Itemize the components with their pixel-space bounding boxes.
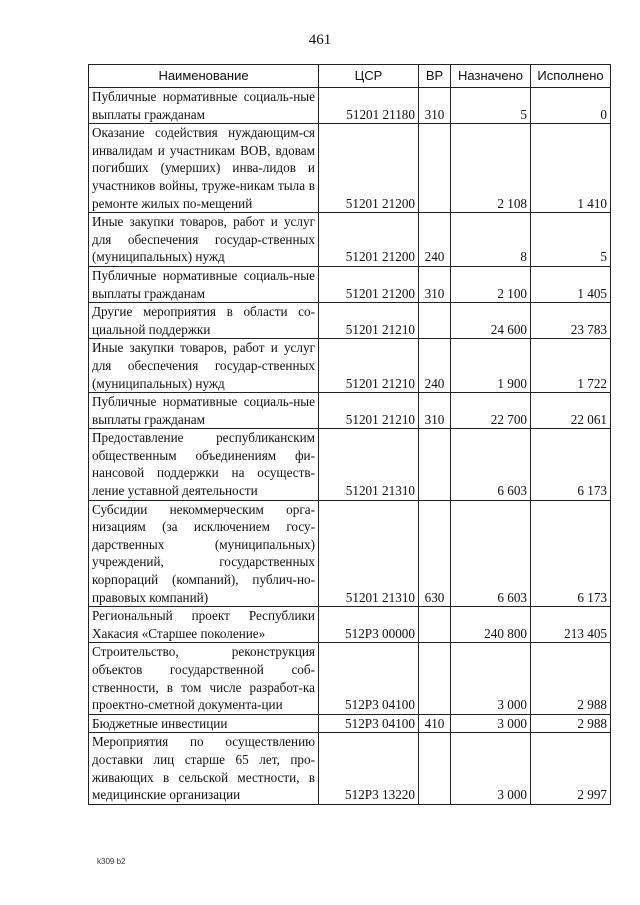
row-assigned: 240 800 <box>451 607 531 643</box>
row-name: Региональный проект Республики Хакасия «Старшее поколение» <box>89 607 319 643</box>
row-vr <box>419 607 451 643</box>
table-row <box>89 733 611 804</box>
table-row <box>89 500 611 607</box>
row-vr: 410 <box>419 714 451 733</box>
header-csr: ЦСР <box>319 65 419 88</box>
row-csr: 51201 21310 <box>319 500 419 607</box>
row-name: Другие мероприятия в области со-циальной поддержки <box>89 303 319 339</box>
row-csr: 51201 21210 <box>319 393 419 429</box>
row-vr <box>419 124 451 213</box>
row-csr: 51201 21210 <box>319 303 419 339</box>
row-executed: 22 061 <box>531 393 611 429</box>
row-name: Иные закупки товаров, работ и услуг для обеспечения государ-ственных (муниципальных) нужд <box>89 213 319 267</box>
row-vr <box>419 303 451 339</box>
row-assigned: 3 000 <box>451 714 531 733</box>
table-row <box>89 88 611 124</box>
row-csr: 51201 21200 <box>319 124 419 213</box>
row-executed: 2 988 <box>531 714 611 733</box>
row-executed: 0 <box>531 88 611 124</box>
row-vr: 310 <box>419 88 451 124</box>
header-executed: Исполнено <box>531 65 611 88</box>
row-executed: 1 410 <box>531 124 611 213</box>
row-executed: 2 988 <box>531 643 611 714</box>
row-assigned: 6 603 <box>451 429 531 500</box>
row-assigned: 3 000 <box>451 643 531 714</box>
row-csr: 512Р3 04100 <box>319 714 419 733</box>
table-row <box>89 339 611 393</box>
row-assigned: 6 603 <box>451 500 531 607</box>
row-executed: 6 173 <box>531 500 611 607</box>
row-csr: 512Р3 04100 <box>319 643 419 714</box>
table-row <box>89 266 611 302</box>
row-name: Иные закупки товаров, работ и услуг для обеспечения государ-ственных (муниципальных) нужд <box>89 339 319 393</box>
row-assigned: 3 000 <box>451 733 531 804</box>
table-row <box>89 213 611 267</box>
row-csr: 51201 21210 <box>319 339 419 393</box>
header-vr: ВР <box>419 65 451 88</box>
table-row <box>89 607 611 643</box>
row-csr: 51201 21310 <box>319 429 419 500</box>
table-row <box>89 643 611 714</box>
row-executed: 213 405 <box>531 607 611 643</box>
table-row <box>89 393 611 429</box>
row-csr: 51201 21200 <box>319 213 419 267</box>
row-csr: 51201 21180 <box>319 88 419 124</box>
row-name: Предоставление республиканским общественным объединениям фи-нансовой поддержки на осуществ-ление уставной деятельности <box>89 429 319 500</box>
table-row <box>89 124 611 213</box>
row-executed: 2 997 <box>531 733 611 804</box>
row-name: Субсидии некоммерческим орга-низациям (за исключением госу-дарственных (муниципальных) учреждений, государственных корпораций (компаний), публич-но-правовых компаний) <box>89 500 319 607</box>
budget-execution-table <box>88 64 611 805</box>
row-assigned: 8 <box>451 213 531 267</box>
table-row <box>89 714 611 733</box>
budget-table-container <box>88 64 610 805</box>
row-assigned: 1 900 <box>451 339 531 393</box>
page-number: 461 <box>308 32 332 48</box>
row-executed: 6 173 <box>531 429 611 500</box>
row-name: Мероприятия по осуществлению доставки лиц старше 65 лет, про-живающих в сельской местности, в медицинские организации <box>89 733 319 804</box>
row-executed: 1 405 <box>531 266 611 302</box>
table-row <box>89 429 611 500</box>
row-executed: 5 <box>531 213 611 267</box>
row-assigned: 2 100 <box>451 266 531 302</box>
row-vr: 240 <box>419 339 451 393</box>
row-name: Публичные нормативные социаль-ные выплаты гражданам <box>89 88 319 124</box>
row-assigned: 2 108 <box>451 124 531 213</box>
row-name: Бюджетные инвестиции <box>89 714 319 733</box>
row-assigned: 22 700 <box>451 393 531 429</box>
row-vr: 240 <box>419 213 451 267</box>
footer-code: k309 b2 <box>97 857 126 866</box>
row-vr <box>419 733 451 804</box>
row-vr <box>419 429 451 500</box>
header-name: Наименование <box>89 65 319 88</box>
row-name: Публичные нормативные социаль-ные выплаты гражданам <box>89 393 319 429</box>
row-vr: 310 <box>419 393 451 429</box>
row-executed: 1 722 <box>531 339 611 393</box>
table-row <box>89 303 611 339</box>
row-assigned: 24 600 <box>451 303 531 339</box>
row-csr: 512Р3 13220 <box>319 733 419 804</box>
row-name: Оказание содействия нуждающим-ся инвалидам и участникам ВОВ, вдовам погибших (умерших) инва-лидов и участников войны, труже-никам тыла в ремонте жилых по-мещений <box>89 124 319 213</box>
row-vr <box>419 643 451 714</box>
row-executed: 23 783 <box>531 303 611 339</box>
row-vr: 630 <box>419 500 451 607</box>
row-csr: 51201 21200 <box>319 266 419 302</box>
header-assigned: Назначено <box>451 65 531 88</box>
row-csr: 512Р3 00000 <box>319 607 419 643</box>
row-name: Строительство, реконструкция объектов государственной соб-ственности, в том числе разработ-ка проектно-сметной документа-ции <box>89 643 319 714</box>
row-assigned: 5 <box>451 88 531 124</box>
row-vr: 310 <box>419 266 451 302</box>
row-name: Публичные нормативные социаль-ные выплаты гражданам <box>89 266 319 302</box>
table-header-row <box>89 65 611 88</box>
